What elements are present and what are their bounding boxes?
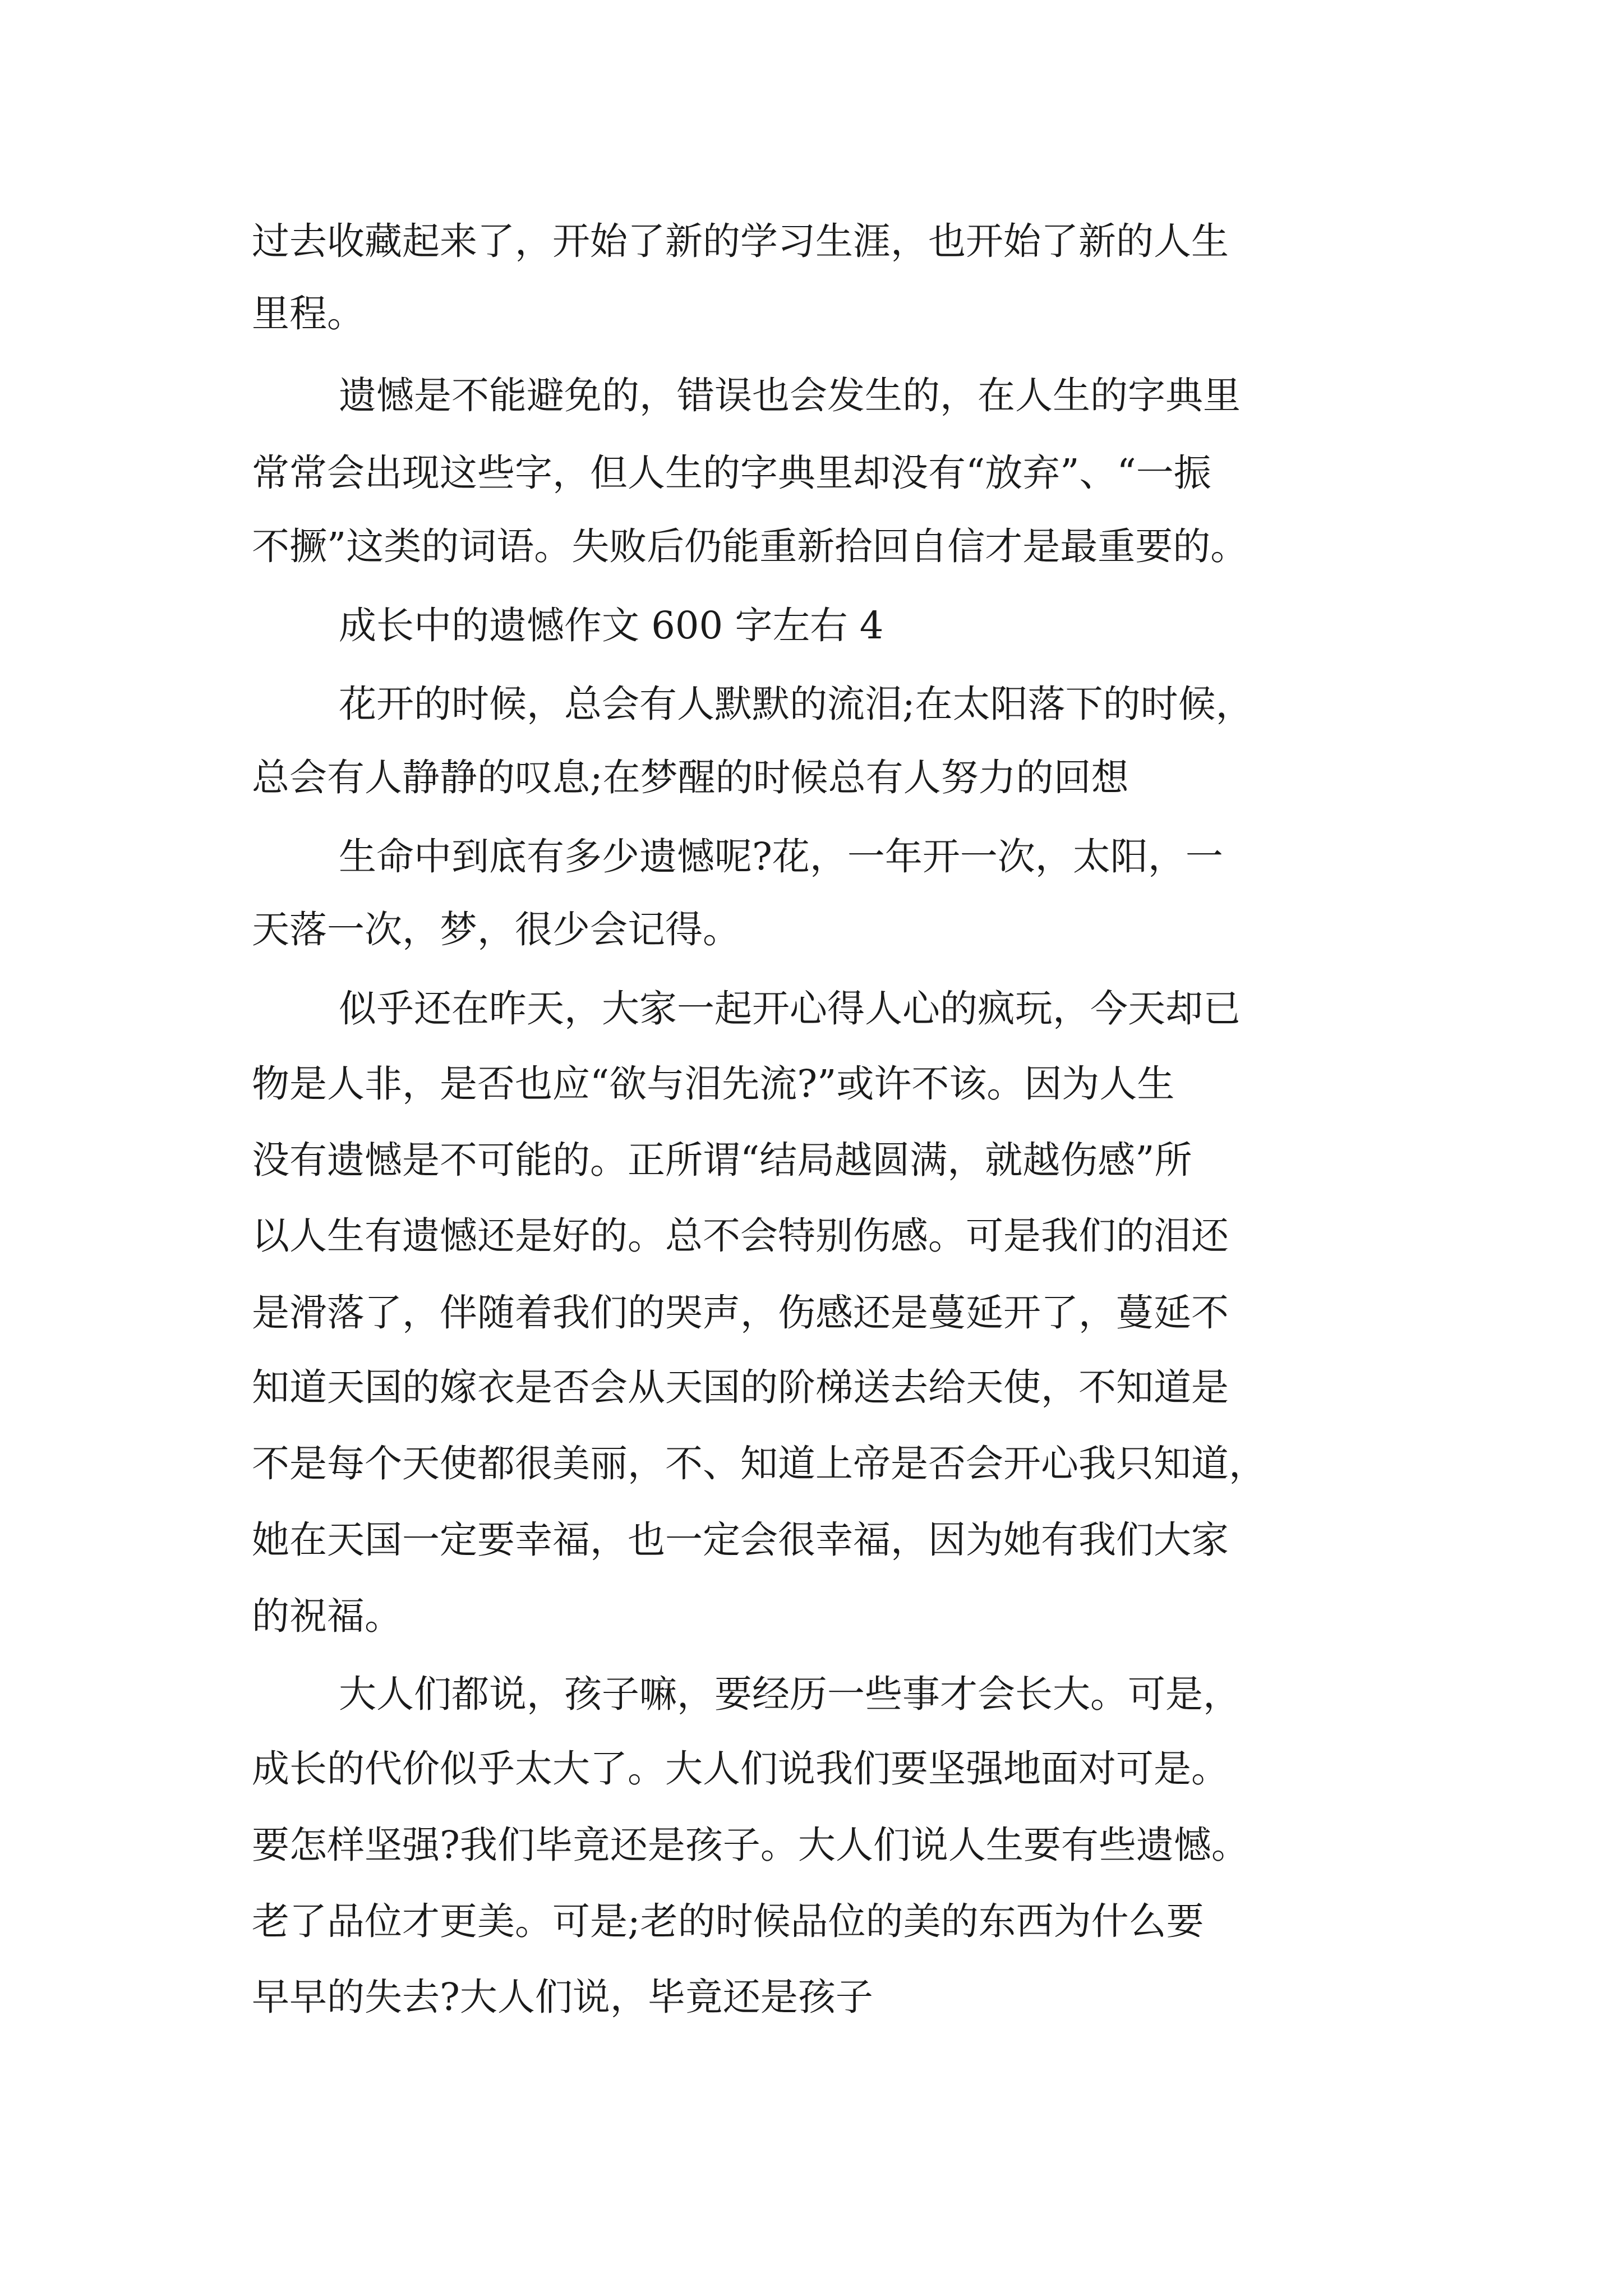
section-heading: 成长中的遗憾作文 600 字左右 4: [339, 604, 884, 647]
text-line: 常常会出现这些字，但人生的字典里却没有“放弃”、“一振: [252, 451, 1211, 495]
text-line: 成长的代价似乎太大了。大人们说我们要坚强地面对可是。: [252, 1747, 1229, 1791]
text-line: 早早的失去?大人们说，毕竟还是孩子: [252, 1975, 873, 2019]
text-line: 老了品位才更美。可是;老的时候品位的美的东西为什么要: [252, 1899, 1204, 1943]
text-line: 似乎还在昨天，大家一起开心得人心的疯玩，今天却已: [339, 987, 1241, 1030]
text-line: 物是人非，是否也应“欲与泪先流?”或许不该。因为人生: [252, 1062, 1175, 1106]
text-line: 遗憾是不能避免的，错误也会发生的，在人生的字典里: [339, 374, 1241, 417]
text-line: 知道天国的嫁衣是否会从天国的阶梯送去给天使，不知道是: [252, 1365, 1229, 1409]
text-line: 不是每个天使都很美丽，不、知道上帝是否会开心我只知道，: [252, 1442, 1266, 1485]
text-line: 的祝福。: [252, 1594, 402, 1638]
text-line: 过去收藏起来了，开始了新的学习生涯，也开始了新的人生: [252, 219, 1229, 263]
text-line: 总会有人静静的叹息;在梦醒的时候总有人努力的回想: [252, 756, 1129, 799]
text-line: 花开的时候，总会有人默默的流泪;在太阳落下的时候，: [339, 682, 1253, 726]
text-line: 大人们都说，孩子嘛，要经历一些事才会长大。可是，: [339, 1672, 1241, 1716]
text-line: 她在天国一定要幸福，也一定会很幸福，因为她有我们大家: [252, 1518, 1229, 1562]
text-line: 不撅”这类的词语。失败后仍能重新拾回自信才是最重要的。: [252, 524, 1248, 568]
text-line: 要怎样坚强?我们毕竟还是孩子。大人们说人生要有些遗憾。: [252, 1823, 1249, 1867]
text-line: 里程。: [252, 292, 365, 335]
text-line: 天落一次，梦，很少会记得。: [252, 908, 740, 951]
text-line: 以人生有遗憾还是好的。总不会特别伤感。可是我们的泪还: [252, 1214, 1229, 1258]
text-line: 没有遗憾是不可能的。正所谓“结局越圆满，就越伤感”所: [252, 1138, 1192, 1182]
text-line: 是滑落了，伴随着我们的哭声，伤感还是蔓延开了，蔓延不: [252, 1291, 1229, 1335]
text-line: 生命中到底有多少遗憾呢?花，一年开一次，太阳，一: [339, 835, 1223, 878]
